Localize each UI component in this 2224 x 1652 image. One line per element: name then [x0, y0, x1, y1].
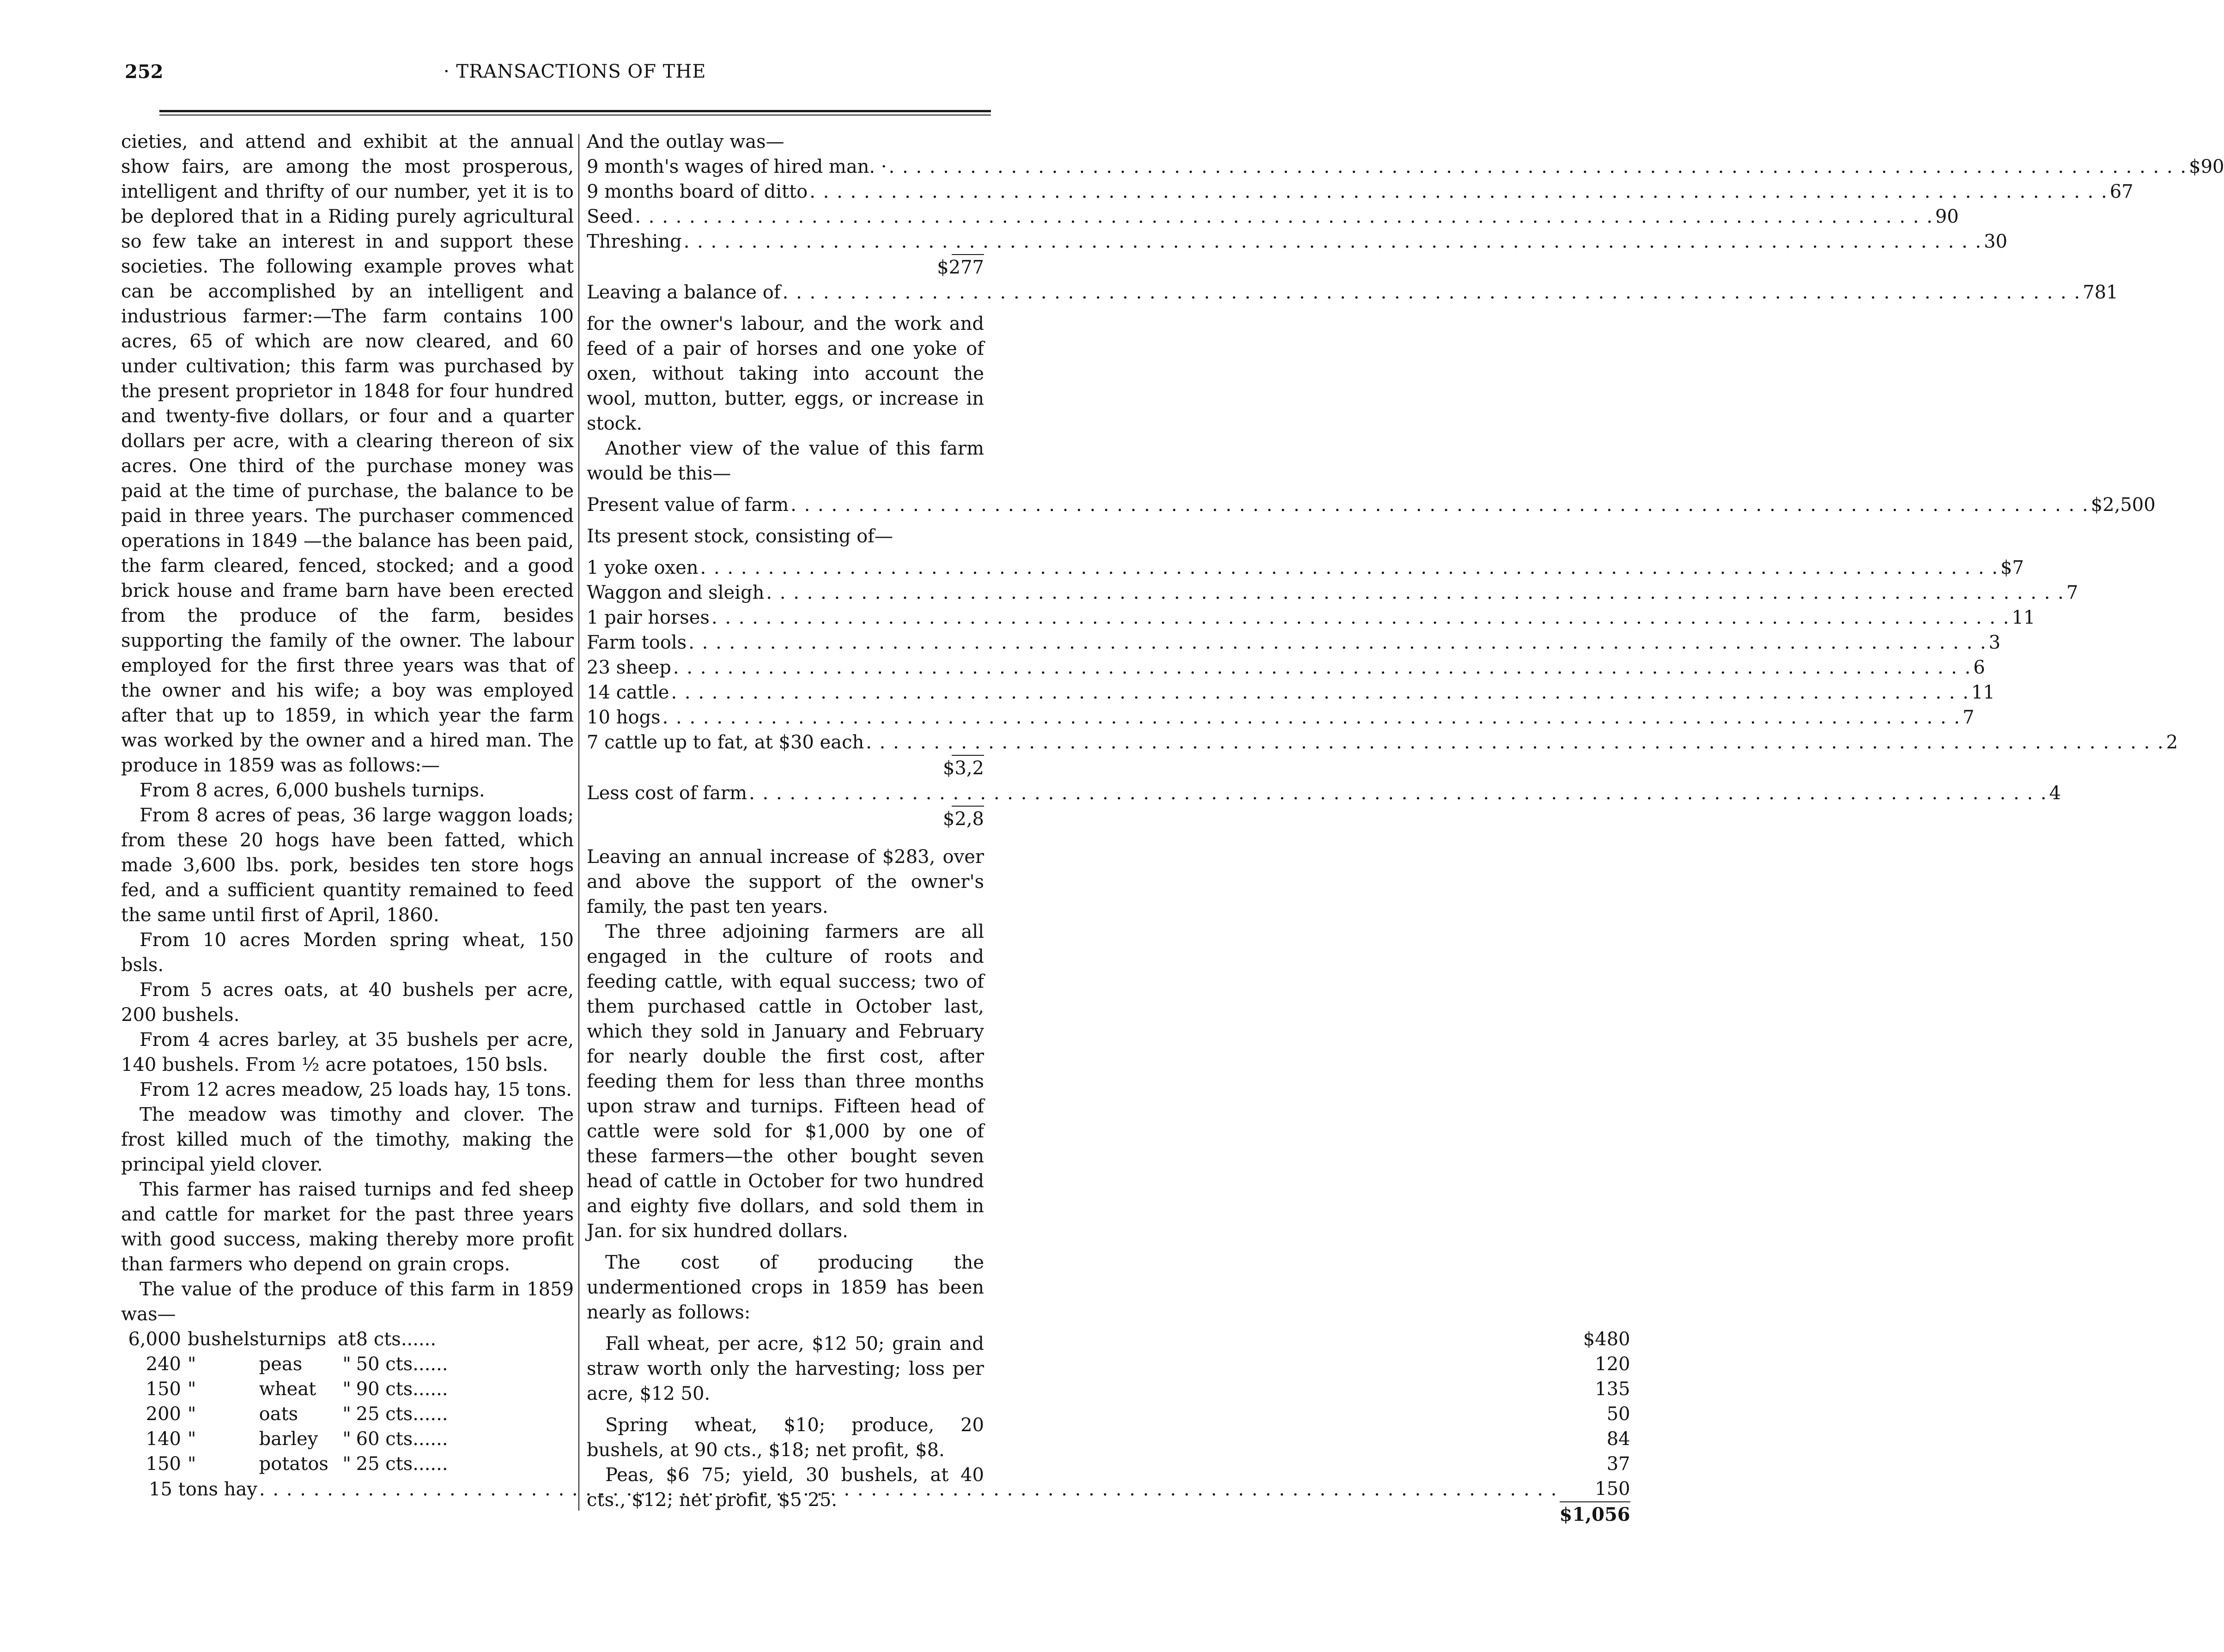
stock-item-amount: 3	[1988, 632, 2001, 653]
leader-dots	[671, 680, 1969, 705]
outlay-item-amount: 30	[1984, 231, 2008, 252]
paragraph-wheat: From 10 acres Morden spring wheat, 150 bsls.	[121, 929, 574, 976]
stock-item-amount: 7	[2066, 582, 2078, 603]
produce-price: 90 cts......	[356, 1379, 448, 1400]
outlay-item-label: Threshing	[587, 231, 682, 252]
stock-item-label: 1 yoke oxen	[587, 557, 699, 578]
balance-line	[587, 280, 2118, 305]
stock-item-amount: 6	[1973, 657, 1985, 678]
produce-value: 135	[1595, 1379, 1630, 1400]
spacer	[587, 549, 984, 555]
paragraph-turnips: From 8 acres, 6,000 bushels turnips.	[140, 780, 485, 801]
paragraph-three-farmers: The three adjoining farmers are all engaged in the culture of roots and feeding cattle, with equal success; two of them purchased cattle in October last, which they sold in January and February for nearly double the first cost, after feeding them for less than three months upon straw and turnips. Fifteen head of cattle were sold for $1,000 by one of these farmers—the other bought seven head of cattle in October for two hundred and eighty five dollars, and sold them in Jan. for six hundred dollars.	[587, 921, 984, 1242]
stock-list	[587, 555, 2178, 755]
produce-price: 25 cts......	[356, 1453, 448, 1475]
produce-rate-prefix: "	[342, 1354, 351, 1375]
outlay-item	[587, 154, 2224, 179]
stock-item-label: 1 pair horses	[587, 607, 710, 628]
produce-crop: turnips	[259, 1329, 327, 1350]
produce-quantity: 200	[146, 1403, 181, 1425]
outlay-item-amount: 90	[1935, 206, 1959, 227]
spacer	[587, 838, 984, 844]
paragraph-meadow-note: The meadow was timothy and clover. The frost killed much of the timothy, making the principal yield clover.	[121, 1104, 574, 1175]
produce-quantity: 140	[146, 1428, 181, 1450]
leader-dots	[688, 630, 1987, 655]
outlay-item-label: 9 month's wages of hired man. ·	[587, 156, 887, 177]
paragraph-fall-wheat: Fall wheat, per acre, $12 50; grain and straw worth only the harvesting; loss per acre, $12 50.	[587, 1333, 984, 1404]
produce-price: 60 cts......	[356, 1428, 448, 1450]
produce-unit: bushels	[188, 1329, 259, 1350]
produce-unit: "	[188, 1379, 196, 1400]
paragraph-peas: From 8 acres of peas, 36 large waggon loads; from these 20 hogs have been fatted, which made 3,600 lbs. pork, besides ten store hogs fed, and a sufficient quantity remained to feed the same until first of April, 1860.	[121, 805, 574, 926]
produce-rate-prefix: "	[342, 1453, 351, 1475]
produce-unit: "	[188, 1428, 196, 1450]
stock-total: $3,2	[942, 758, 984, 779]
stock-item-amount: 11	[2011, 607, 2036, 628]
running-title: · TRANSACTIONS OF THE	[444, 61, 706, 82]
produce-rate-prefix: "	[342, 1428, 351, 1450]
spacer	[587, 832, 984, 838]
stock-item	[587, 555, 2024, 580]
spacer	[587, 1406, 984, 1413]
spacer	[587, 486, 984, 492]
present-value-line	[587, 492, 2156, 517]
produce-total: $1,056	[1560, 1502, 1630, 1527]
outlay-list	[587, 154, 2224, 254]
stock-item-amount: 11	[1971, 682, 1995, 703]
less-cost-line	[587, 781, 2061, 806]
outlay-item-amount: $90	[2189, 156, 2224, 177]
paragraph-spring-wheat: Spring wheat, $10; produce, 20 bushels, at 90 cts., $18; net profit, $8.	[587, 1415, 984, 1461]
paragraph-balance-note: for the owner's labour, and the work and feed of a pair of horses and one yoke of oxen, without taking into account the wool, mutton, butter, eggs, or increase in stock.	[587, 313, 984, 434]
leader-dots	[662, 705, 1961, 730]
paragraph-meadow: From 12 acres meadow, 25 loads hay, 15 tons.	[140, 1079, 572, 1100]
spacer	[587, 305, 984, 311]
produce-price: 50 cts......	[356, 1354, 448, 1375]
produce-unit: "	[188, 1354, 196, 1375]
paragraph-another-view: Another view of the value of this farm would be this—	[587, 438, 984, 484]
produce-crop: barley	[259, 1428, 318, 1450]
spacer	[587, 517, 984, 524]
produce-rate-prefix: "	[342, 1403, 351, 1425]
leader-dots	[749, 781, 2048, 806]
outlay-item	[587, 204, 1959, 229]
stock-item	[587, 680, 1995, 705]
stock-item-amount: $7	[2000, 557, 2024, 578]
produce-quantity: 150	[146, 1379, 181, 1400]
leader-dots	[809, 179, 2108, 204]
running-head	[125, 61, 993, 89]
produce-unit: "	[188, 1403, 196, 1425]
balance-label: Leaving a balance of	[587, 282, 781, 303]
stock-item-label: 14 cattle	[587, 682, 669, 703]
leader-dots	[700, 555, 1999, 580]
leader-dots	[673, 655, 1972, 680]
stock-item	[587, 655, 1985, 680]
paragraph-farm-example: cieties, and attend and exhibit at the annual show fairs, are among the most prosperous, intelligent and thrifty of our number, yet it is to be deplored that in a Riding purely agricultural so few take an interest in and support these societies. The following example proves what can be accomplished by an intelligent and industrious farmer:—The farm contains 100 acres, 65 of which are now cleared, and 60 under cultivation; this farm was purchased by the present proprietor in 1848 for four hundred and twenty-five dollars, or four and a quarter dollars per acre, with a clearing thereon of six acres. One third of the purchase money was paid at the time of purchase, the balance to be paid in three years. The purchaser commenced operations in 1849 —the balance has been paid, the farm cleared, fenced, stocked; and a good brick house and frame barn have been erected from the produce of the farm, besides supporting the family of the owner. The labour employed for the first three years was that of the owner and his wife; a boy was employed after that up to 1859, in which year the farm was worked by the owner and a hired man. The produce in 1859 was as follows:—	[121, 131, 574, 776]
outlay-total: $277	[937, 257, 984, 278]
produce-unit: "	[188, 1453, 196, 1475]
stock-item	[587, 580, 2078, 605]
leader-dots	[790, 492, 2089, 517]
stock-item	[587, 705, 1975, 730]
produce-value: $480	[1583, 1329, 1630, 1350]
page-number: 252	[125, 61, 164, 83]
net-value: $2,8	[942, 808, 984, 830]
stock-item	[587, 605, 2036, 630]
produce-crop: oats	[259, 1403, 298, 1425]
balance-amount: 781	[2083, 282, 2118, 303]
stock-item-amount: 7	[1963, 707, 1975, 728]
stock-item	[587, 730, 2178, 755]
paragraph-barley: From 4 acres barley, at 35 bushels per acre, 140 bushels. From ½ acre potatoes, 150 bsls.	[121, 1029, 574, 1075]
produce-price: 25 cts......	[356, 1403, 448, 1425]
present-value-amount: $2,500	[2090, 494, 2156, 516]
produce-value: 37	[1606, 1453, 1630, 1475]
produce-crop: wheat	[259, 1379, 316, 1400]
paragraph-peas-cost: Peas, $6 75; yield, 30 bushels, at 40 cts., $12; net profit, $5 25.	[587, 1464, 984, 1511]
stock-intro: Its present stock, consisting of—	[587, 526, 893, 547]
produce-crop: potatos	[259, 1453, 328, 1475]
paragraph-value-intro: The value of the produce of this farm in 1859 was—	[121, 1279, 574, 1325]
less-cost-label: Less cost of farm	[587, 783, 747, 804]
outlay-item	[587, 229, 2008, 254]
present-value-label: Present value of farm	[587, 494, 789, 516]
leader-dots	[711, 605, 2010, 630]
produce-rate-prefix: "	[342, 1379, 351, 1400]
paragraph-turnip-feeding: This farmer has raised turnips and fed sheep and cattle for market for the past three years with good success, making thereby more profit than farmers who depend on grain crops.	[121, 1179, 574, 1275]
paragraph-annual-increase: Leaving an annual increase of $283, over and above the support of the owner's family, the past ten years.	[587, 846, 984, 917]
outlay-item-label: 9 months board of ditto	[587, 181, 808, 202]
stock-item-label: 10 hogs	[587, 707, 661, 728]
hay-total: 150	[1595, 1478, 1630, 1500]
produce-quantity: 240	[146, 1354, 181, 1375]
leader-dots	[766, 580, 2065, 605]
produce-rate-prefix: at	[337, 1329, 356, 1350]
column-divider	[578, 134, 579, 1511]
spacer	[587, 1244, 984, 1250]
hay-label-text: 15 tons hay	[149, 1478, 257, 1500]
leader-dots	[635, 204, 1933, 229]
produce-value: 84	[1606, 1428, 1630, 1450]
produce-value: 120	[1595, 1354, 1630, 1375]
stock-item-label: 23 sheep	[587, 657, 671, 678]
leader-dots	[684, 229, 1982, 254]
header-rule	[159, 110, 991, 115]
produce-quantity: 6,000	[128, 1329, 181, 1350]
produce-quantity: 150	[146, 1453, 181, 1475]
spacer	[587, 1325, 984, 1331]
leader-dots	[889, 154, 2188, 179]
stock-item-label: 7 cattle up to fat, at $30 each	[587, 732, 864, 753]
stock-item-amount: 2	[2166, 732, 2178, 753]
outlay-item-label: Seed	[587, 206, 633, 227]
stock-item-label: Waggon and sleigh	[587, 582, 765, 603]
produce-value: 50	[1606, 1403, 1630, 1425]
outlay-intro: And the outlay was—	[587, 131, 784, 152]
stock-item-label: Farm tools	[587, 632, 687, 653]
leader-dots	[783, 280, 2081, 305]
leader-dots	[866, 730, 2164, 755]
stock-item	[587, 630, 2001, 655]
paragraph-cost-intro: The cost of producing the undermentioned crops in 1859 has been nearly as follows:	[587, 1252, 984, 1323]
produce-price: 8 cts......	[356, 1329, 437, 1350]
outlay-item	[587, 179, 2133, 204]
less-cost-amount: 4	[2049, 783, 2061, 804]
outlay-item-amount: 67	[2109, 181, 2133, 202]
produce-crop: peas	[259, 1354, 303, 1375]
paragraph-oats: From 5 acres oats, at 40 bushels per acre, 200 bushels.	[121, 979, 574, 1026]
